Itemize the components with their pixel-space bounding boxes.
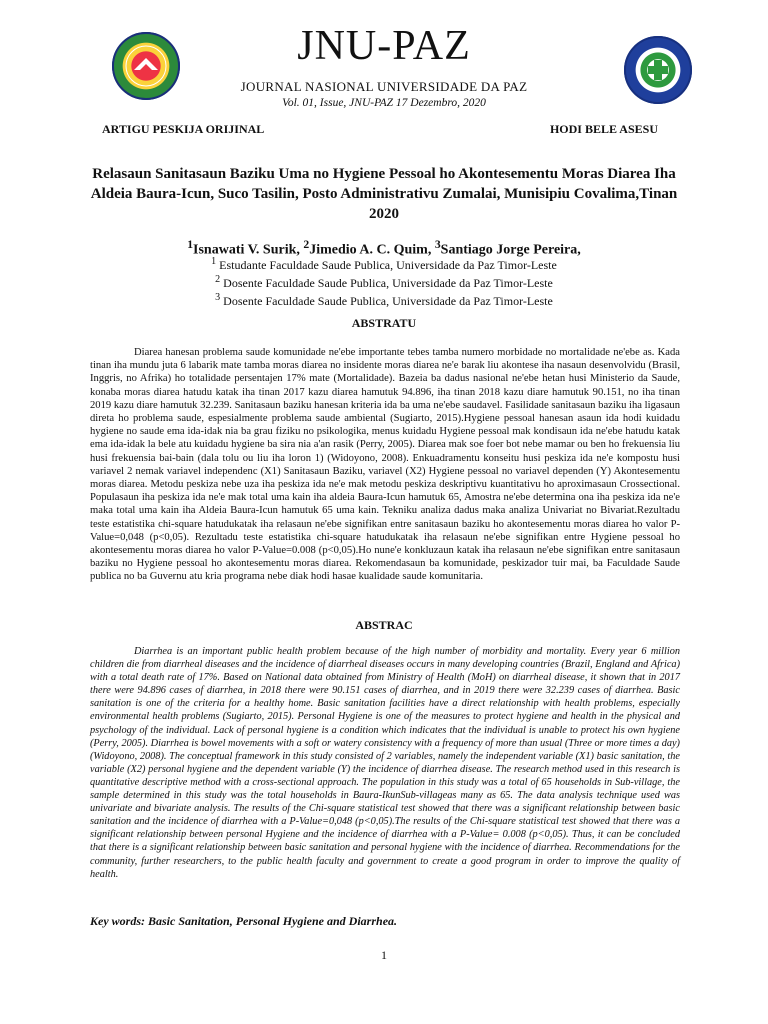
abstract-tetum-text: Diarea hanesan problema saude komunidade ne'ebe importante tebes tamba numero morbidade no mortalidade ne'ebe as. Kada tinan iha mundu juta 6 labarik mate tamba moras diarea no insidente moras diarea ne'e barak liu akontese iha nasaun desenvolvidu (Brasil, Inggris, no Afrika) ho totalidade persentajen 17% mate (Mortalidade). Bazeia ba dadus nasional ne'ebe hetan husi Ministerio da Saude, konaba moras diarea hatudu katak iha tinan 2017 kazu diarea hamutuk 94.896, iha tinan 2018 kazu diare hamutuk 90.151, no iha tinan 2019 kazu diare hamutuk 32.239. Sanitasaun baziku hanesan kriteria ida ba uma ne'ebe saudavel. Fasilidade sanitasaun baziku iha ligasaun direta ho problema saude, espesialmente problema saude ambiental (Sugiarto, 2015).Hygiene pessoal hanesan asaun ida hodi kuidadu hygiene no saude ema ida-idak nia ba grau fiziku no psikologika, menus kuidadu Hygiene pessoal mak kondisaun ida ne'ebe hatudu katak ema ida-idak la bele atu kuidadu hygiene ba sira nia a'an rasik (Perry, 2005). Diarea mak soe foer bot nebe mamar ou ben ho frekuensia liu husi frekuensia bai-bain (dala tolu ou liu iha loron 1) (Widoyono, 2008). Enkuadramentu konseitu husi peskiza ida ne'e kompostu husi variavel 2 nemak variavel independenc (X1) Sanitasaun Baziku, variavel (X2) Hygiene pessoal no variavel dependen (Y) Akontesementu moras diarea. Metodu peskiza nebe uza iha peskiza ida ne'e mak metodu peskiza deskriptivu kuantitativu ho aproximasaun Crossectional. Populasaun iha peskiza ida ne'e mak total uma kain iha aldeia Baura-Icun hamutuk 65, Amostra ne'ebe determina ona iha peskiza ida ne'e maka total uma kain iha Aldeia Baura-Icun hamutuk 65 uma kain. Tekniku analiza dadus maka analiza Univariat no Bivariat.Rezultadu teste estatistika chi-square hatudukatak iha relasaun ne'ebe signifikan entre sanitasaun baziku ho akontesementu moras diarea ho valor P-Value=0,048 (p<0,05). Rezultadu teste estatistika chi-square hatudukatak iha relasaun ne'ebe signifikan entre Hygiene pessoal ho akontesementu moras diarea ho valor P-Value=0.008 (p<0,05).Ho nune'e konkluzaun katak iha relasaun ne'ebe signifikan entre sanitasaun baziku no Hygiene pessoal ho akontesementu moras diarea. Rekomendasaun ba komunidade, peskizador tuir mai, ba Faculdade Saude publica no ba Guvernu atu kria programa nebe diak hodi hasae kualidade saude komunitaria. <box>90 347 680 583</box>
affiliation-text: Dosente Faculdade Saude Publica, Universidade da Paz Timor-Leste <box>223 294 553 308</box>
author-name: Isnawati V. Surik <box>193 242 297 258</box>
affiliation-3 <box>0 292 768 309</box>
affiliation-text: Dosente Faculdade Saude Publica, Universidade da Paz Timor-Leste <box>223 276 553 290</box>
affiliation-text: Estudante Faculdade Saude Publica, Universidade da Paz Timor-Leste <box>219 258 557 272</box>
affiliation-1 <box>0 256 768 273</box>
author-sup: 2 <box>303 238 310 251</box>
affiliation-2 <box>0 274 768 291</box>
article-title: Relasaun Sanitasaun Baziku Uma no Hygiene Pessoal ho Akontesementu Moras Diarea Iha Aldeia Baura-Icun, Suco Tasilin, Posto Administrativu Zumalai, Munisipiu Covalima,Tinan 2020 <box>90 166 678 222</box>
author-separator: , <box>577 242 581 258</box>
abstract-english-body <box>90 645 680 881</box>
journal-subtitle: JOURNAL NASIONAL UNIVERSIDADE DA PAZ <box>240 79 528 94</box>
author-sup: 3 <box>434 238 441 251</box>
author-name: Jimedio A. C. Quim <box>309 242 428 258</box>
abstract-tetum-body <box>90 346 680 584</box>
author-name: Santiago Jorge Pereira <box>440 242 578 258</box>
author-separator: , <box>427 242 432 258</box>
article-type: ARTIGU PESKIJA ORIJINAL <box>102 122 265 136</box>
keywords: Key words: Basic Sanitation, Personal Hygiene and Diarrhea. <box>90 914 398 928</box>
abstract-english-heading: ABSTRAC <box>355 618 413 632</box>
abstract-tetum-heading: ABSTRATU <box>351 316 417 330</box>
author-separator: , <box>296 242 300 258</box>
journal-volume-line: Vol. 01, Issue, JNU-PAZ 17 Dezembro, 2020 <box>282 97 486 109</box>
affiliation-sup: 1 <box>211 256 217 267</box>
journal-title: JNU-PAZ <box>297 23 471 69</box>
page-number: 1 <box>381 948 387 962</box>
affiliation-sup: 3 <box>215 292 221 303</box>
abstract-english-text: Diarrhea is an important public health problem because of the high number of morbidity and mortality. Every year 6 million children die from diarrheal diseases and the incidence of diarrheal diseases occurs in many developing countries (Brazil, England and Africa) with a total death rate of 17%. Based on National data obtained from Ministry of Health (MoH) on diarrheal disease, it shown that in 2017 there were 94.896 cases of diarrhea, in 2018 there were 90.151 cases of diarrhea, and in 2019 there were 32.239 cases of diarrhea. Basic sanitation is one of the criteria for a healthy home. Basic sanitation facilities have a direct relationship with health problems, especially environmental health problems (Sugiarto, 2015). Personal Hygiene is one of the measures to protect hygiene and health in the physical and psychology of the individual. Lack of personal hygiene is a condition which indicates that the individual is unable to protect his own hygiene (Perry, 2005). Diarrhea is bowel movements with a soft or watery consistency with a frequency of more than usual (Three or more times a day) (Widoyono, 2008). The conceptual framework in this study consisted of 2 variables, namely the independent variable (X1) basic sanitation, the variable (X2) personal hygiene and the dependent variable (Y) the incidence of diarrhea disease. The research method used in this research is quantitative descriptive method with a cross-sectional approach. The population in this study was a total of 65 households in Sub-village, the sample determined in this study was the total households in Baura-IkunSub-villageas many as 65. The data analysis technique used was univariate and bivariate analysis. The results of the Chi-square statistical test showed that there was a significant relationship between basic sanitation and the incidence of diarrhea with a P-Value=0,048 (p<0,05).The results of the Chi-square statistical test showed that there was a significant relationship between personal Hygiene and the incidence of diarrhea with a P-Value= 0.008 (p<0,05). Thus, it can be concluded that there is a significant relationship between basic sanitation and personal hygiene with the incidence of diarrhea. Recommendations for the community, further researchers, to the public health faculty and government to create a good program in order to improve the quality of health. <box>90 646 680 880</box>
author-sup: 1 <box>187 238 194 251</box>
affiliation-sup: 2 <box>215 274 221 285</box>
article-category: HODI BELE ASESU <box>549 122 658 136</box>
